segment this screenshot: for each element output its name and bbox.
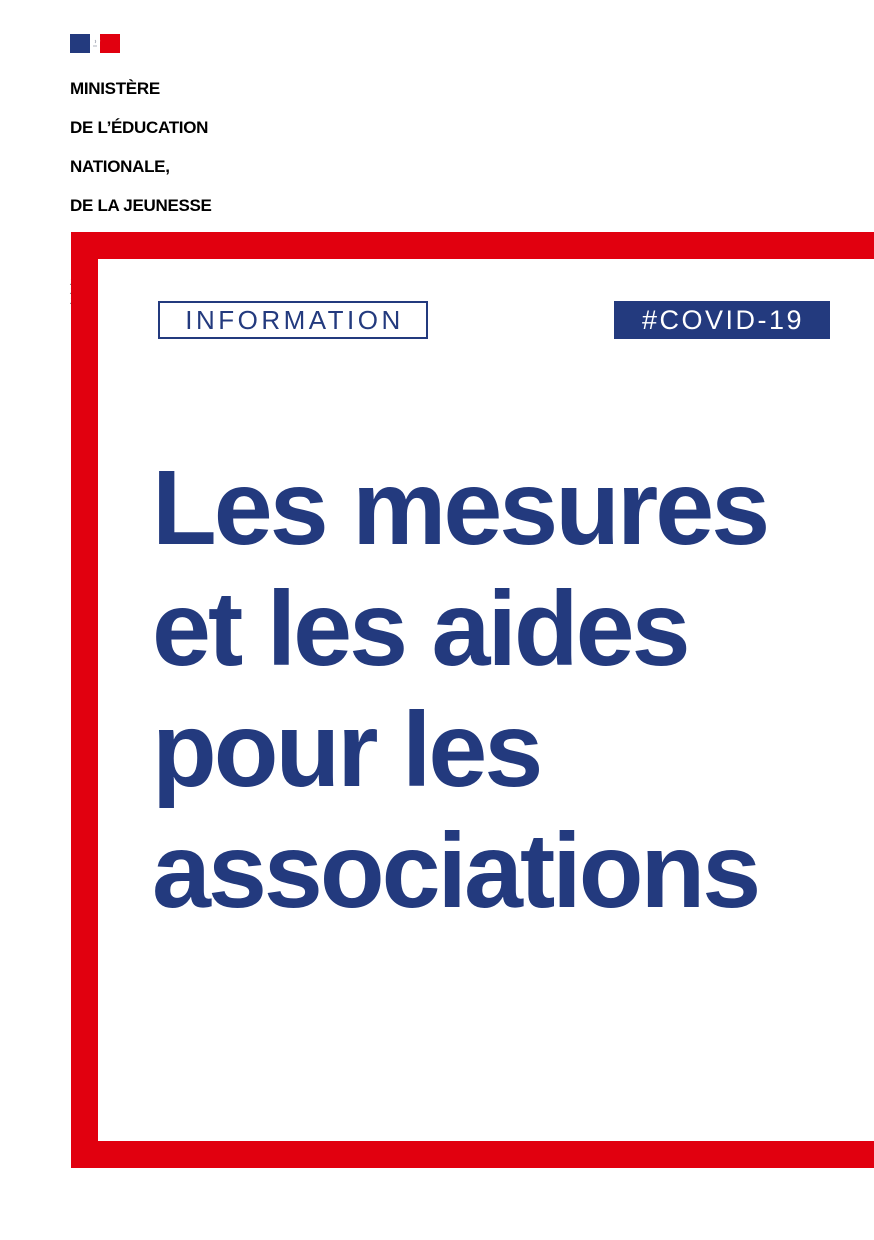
covid-hashtag-badge: #COVID-19: [614, 301, 830, 339]
information-tag: INFORMATION: [158, 301, 428, 339]
title-line: pour les: [152, 691, 541, 809]
ministry-name-line: DE L’ÉDUCATION: [70, 117, 209, 137]
document-title: [152, 448, 832, 932]
ministry-name-line: NATIONALE,: [70, 156, 170, 176]
marianne-flag-icon: [70, 34, 120, 53]
ministry-name-line: MINISTÈRE: [70, 78, 160, 98]
title-line: associations: [152, 812, 759, 930]
ministry-name-line: DE LA JEUNESSE: [70, 195, 212, 215]
title-line: et les aides: [152, 570, 688, 688]
title-line: Les mesures: [152, 449, 768, 567]
